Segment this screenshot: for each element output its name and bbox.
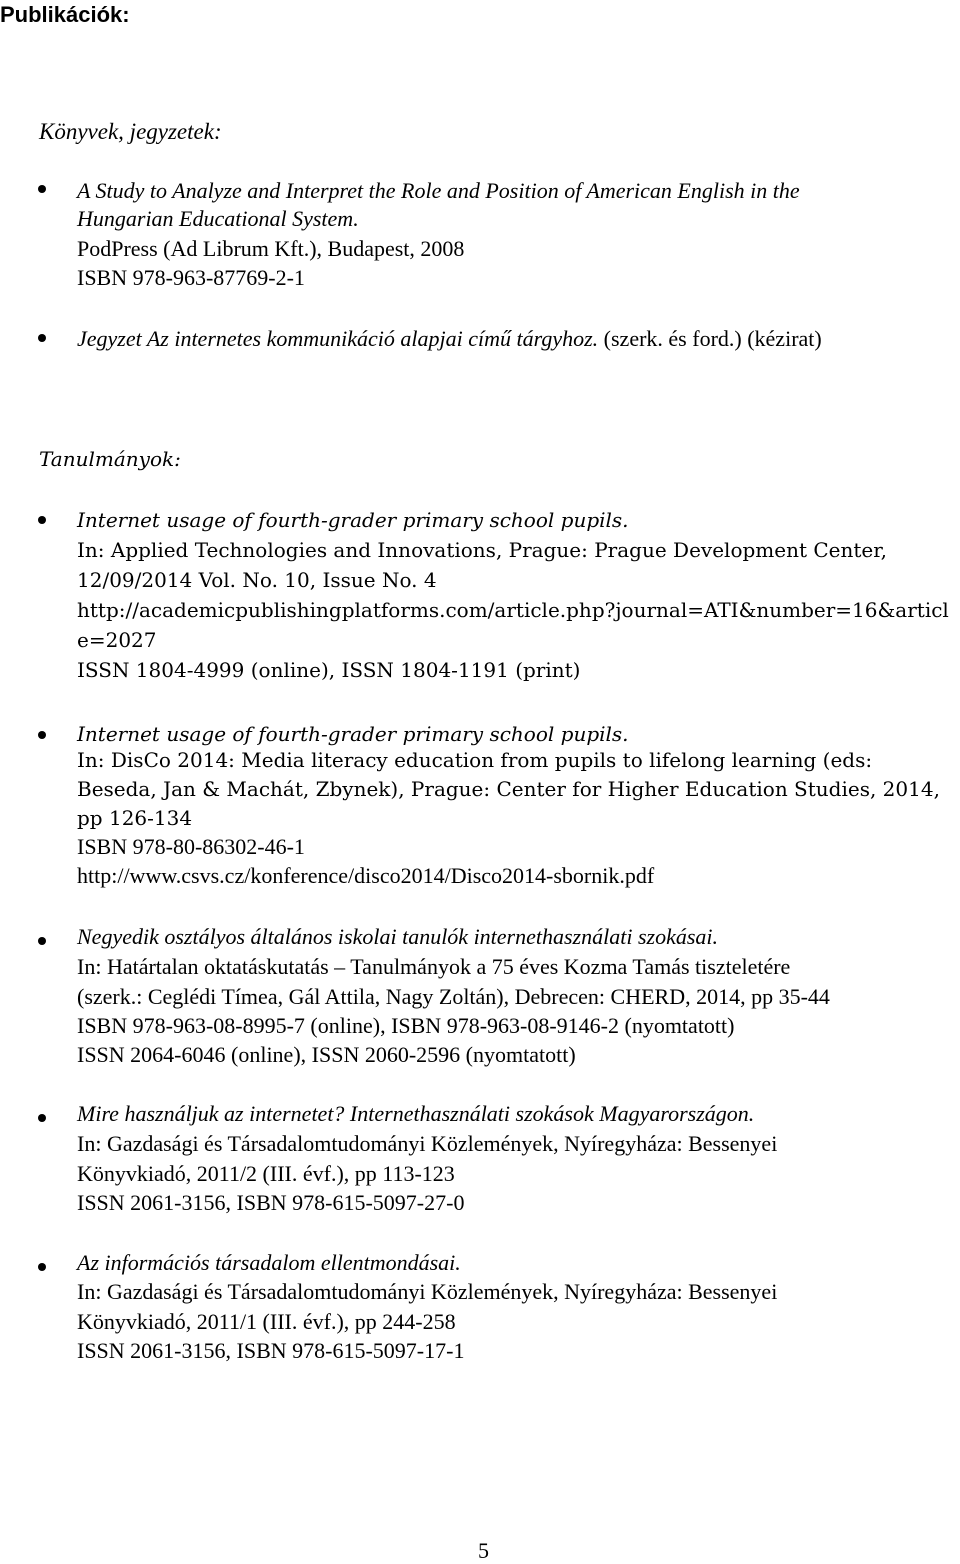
study-title: Az információs társadalom ellentmondásai. [77,1250,461,1275]
book-note: (szerk. és ford.) (kézirat) [598,326,822,351]
study-title: Negyedik osztályos általános iskolai tanulók internethasználati szokásai. [77,924,719,949]
book-title: Jegyzet Az internetes kommunikáció alapjai című tárgyhoz. [77,326,599,351]
study-detail-line: Könyvkiadó, 2011/1 (III. évf.), pp 244-258 [77,1309,456,1334]
book-title-line: A Study to Analyze and Interpret the Role and Position of American English in the [77,178,800,203]
study-detail-line: ISSN 2061-3156, ISBN 978-615-5097-17-1 [77,1338,465,1363]
study-detail-line: In: Gazdasági és Társadalomtudományi Közlemények, Nyíregyháza: Bessenyei [77,1131,778,1156]
study-detail-line: 12/09/2014 Vol. No. 10, Issue No. 4 [77,568,437,592]
study-detail-line: ISSN 2064-6046 (online), ISSN 2060-2596 (nyomtatott) [77,1042,576,1067]
study-detail-line: (szerk.: Ceglédi Tímea, Gál Attila, Nagy Zoltán), Debrecen: CHERD, 2014, pp 35-44 [77,984,830,1009]
page-heading: Publikációk: [0,2,130,27]
list-bullet [38,937,46,945]
study-detail-line: pp 126-134 [77,806,193,830]
study-detail-line: In: Határtalan oktatáskutatás – Tanulmányok a 75 éves Kozma Tamás tiszteletére [77,954,791,979]
study-title: Mire használjuk az internetet? Internethasználati szokások Magyarországon. [77,1101,755,1126]
study-title: Internet usage of fourth-grader primary school pupils. [77,508,629,532]
study-detail-line: Beseda, Jan & Machát, Zbynek), Prague: Center for Higher Education Studies, 2014, [77,777,940,801]
list-bullet [38,334,46,342]
study-detail-line: ISBN 978-80-86302-46-1 [77,834,305,859]
list-bullet [38,1114,46,1122]
list-bullet [38,516,46,524]
study-detail-line: In: Gazdasági és Társadalomtudományi Közlemények, Nyíregyháza: Bessenyei [77,1279,778,1304]
study-detail-line: ISSN 2061-3156, ISBN 978-615-5097-27-0 [77,1190,465,1215]
study-title: Internet usage of fourth-grader primary school pupils. [77,722,629,746]
book-entry-line [77,325,822,353]
study-detail-line: Könyvkiadó, 2011/2 (III. évf.), pp 113-123 [77,1161,455,1186]
study-detail-line: In: DisCo 2014: Media literacy education from pupils to lifelong learning (eds: [77,748,873,772]
study-detail-line: In: Applied Technologies and Innovations, Prague: Prague Development Center, [77,538,887,562]
list-bullet [38,185,46,193]
list-bullet [38,1263,46,1271]
section-heading-books: Könyvek, jegyzetek: [39,119,222,144]
section-heading-studies: Tanulmányok: [39,447,181,471]
book-title-line: Hungarian Educational System. [77,206,359,231]
study-link[interactable]: http://academicpublishingplatforms.com/article.php?journal=ATI&number=16&articl [77,598,949,622]
study-link[interactable]: http://www.csvs.cz/konference/disco2014/Disco2014-sbornik.pdf [77,863,655,888]
study-detail-line: ISBN 978-963-08-8995-7 (online), ISBN 978-963-08-9146-2 (nyomtatott) [77,1013,735,1038]
page-number: 5 [478,1538,489,1563]
list-bullet [38,731,46,739]
study-link-continued[interactable]: e=2027 [77,628,157,652]
book-detail-line: ISBN 978-963-87769-2-1 [77,265,305,290]
book-detail-line: PodPress (Ad Librum Kft.), Budapest, 2008 [77,236,465,261]
study-detail-line: ISSN 1804-4999 (online), ISSN 1804-1191 (print) [77,658,581,682]
